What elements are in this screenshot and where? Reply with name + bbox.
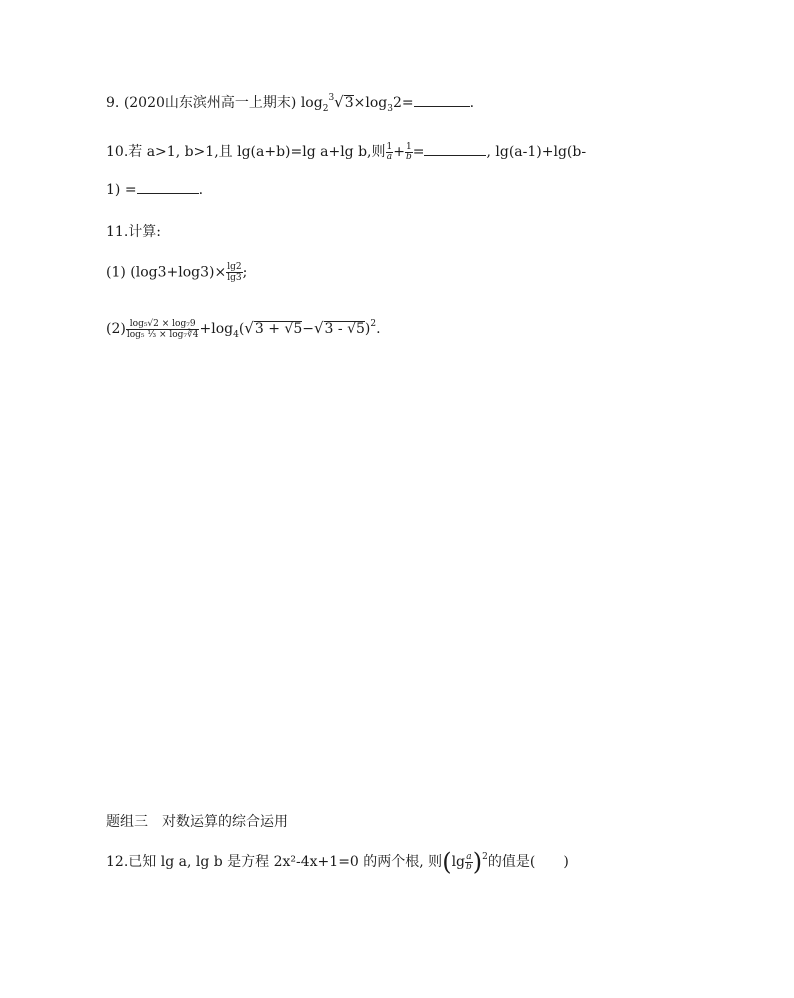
- question-10-cont: 1) = .: [106, 182, 204, 198]
- radical-sign: √: [334, 93, 344, 111]
- fraction-1-over-b: $\frac{1}{b}$: [405, 141, 412, 162]
- question-12: 12.已知 lg a, lg b 是方程 2x²-4x+1=0 的两个根, 则(lg $\frac{a}{b}$ )$^2$的值是( ): [106, 848, 569, 876]
- question-number: 11.: [106, 224, 129, 240]
- question-number: 10.: [106, 144, 129, 160]
- question-11-part-2: (2) $\frac{\text{log₅√2 × log₇9}}{\text{log₅ ⅓ × log₇∛4}}$ $+\log_4(√3 + √5-√3 - √5)^2$.: [106, 318, 381, 340]
- question-11: 11.计算:: [106, 224, 161, 240]
- fraction-lg2-lg3: $\frac{\lg 2}{\lg 3}$: [227, 262, 242, 283]
- question-number: 9.: [106, 95, 120, 111]
- answer-blank: [414, 94, 470, 107]
- fraction-1-over-a: $\frac{1}{a}$: [386, 141, 393, 162]
- answer-blank: [424, 143, 486, 156]
- question-number: 12.: [106, 854, 129, 870]
- question-10: 10.若 a>1, b>1,且 lg(a+b)=lg a+lg b,则 $\frac{1}{a}$ + $\frac{1}{b}$ = , lg(a-1)+lg(b-: [106, 141, 587, 162]
- radical-sign: √: [313, 319, 324, 337]
- fraction-a-over-b: $\frac{a}{b}$: [466, 851, 472, 872]
- question-9: 9. (2020山东滨州高一上期末) $\log_2^3√3\times\log_32=$ .: [106, 93, 475, 114]
- question-source: (2020山东滨州高一上期末): [123, 95, 297, 111]
- fraction-log-expression: $\frac{\text{log₅√2 × log₇9}}{\text{log₅ ⅓ × log₇∛4}}$: [126, 318, 199, 340]
- question-11-part-1: (1) (log3+log3)× $\frac{\lg 2}{\lg 3}$ ;: [106, 262, 248, 283]
- radical-sign: √: [244, 319, 254, 337]
- section-title: 题组三 对数运算的综合运用: [106, 814, 288, 830]
- answer-blank: [137, 181, 199, 194]
